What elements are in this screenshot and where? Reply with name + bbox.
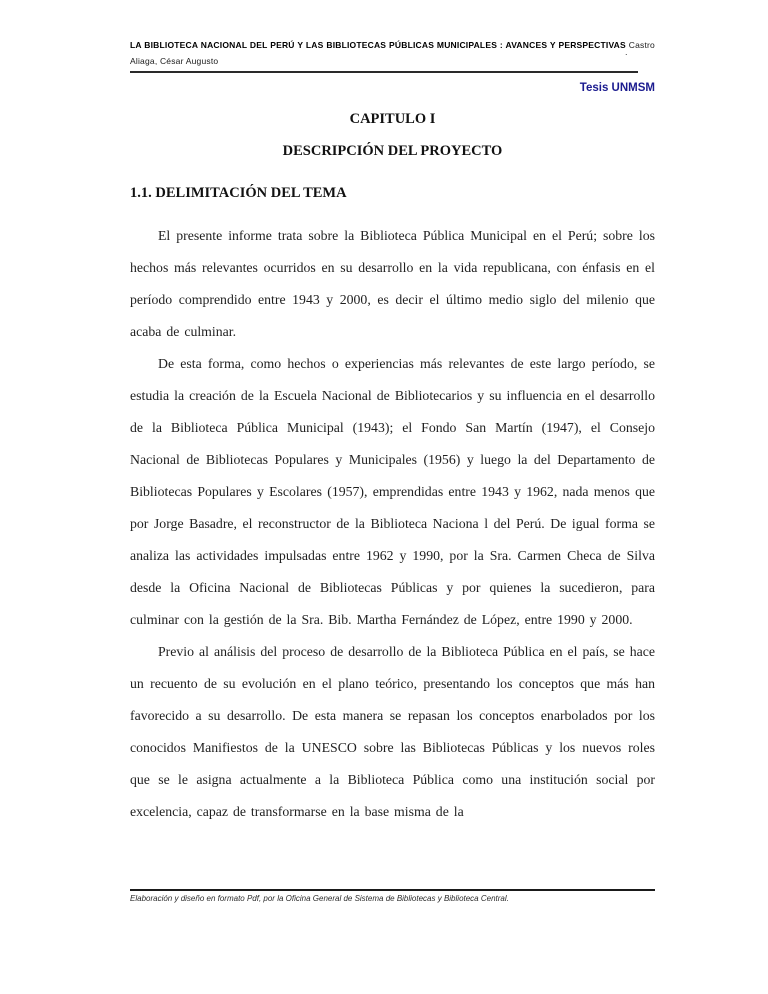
body-text [130, 220, 655, 828]
thesis-author: Castro Aliaga, César Augusto [130, 40, 655, 66]
stray-mark: . [625, 47, 628, 57]
footer-note: Elaboración y diseño en formato Pdf, por la Oficina General de Sistema de Bibliotecas y Biblioteca Central. [130, 894, 509, 903]
tesis-unmsm-label: Tesis UNMSM [579, 82, 655, 94]
body-paragraph-2: De esta forma, como hechos o experiencias más relevantes de este largo período, se estudia la creación de la Escuela Nacional de Bibliotecarios y su influencia en el desarrollo de la Biblioteca Pública Municipal (1943); el Fondo San Martín (1947), el Consejo Nacional de Bibliotecas Populares y Municipales (1956) y luego la del Departamento de Bibliotecas Populares y Escolares (1957), emprendidas entre 1943 y 1962, nada menos que por Jorge Basadre, el reconstructor de la Biblioteca Naciona l del Perú. De igual forma se analiza las actividades impulsadas entre 1962 y 1990, por la Sra. Carmen Checa de Silva desde la Oficina Nacional de Bibliotecas Públicas y por quienes la sucedieron, para culminar con la gestión de la Sra. Bib. Martha Fernández de López, entre 1990 y 2000. [130, 356, 655, 627]
running-head [130, 37, 655, 69]
body-paragraph-3: Previo al análisis del proceso de desarrollo de la Biblioteca Pública en el país, se hace un recuento de su evolución en el plano teórico, presentando los conceptos que más han favorecido a su desarrollo. De esta manera se repasan los conceptos enarbolados por los conocidos Manifiestos de la UNESCO sobre las Bibliotecas Públicas y los nuevos roles que se le asigna actualmente a la Biblioteca Pública como una institución social por excelencia, capaz de transformarse en la base misma de la [130, 644, 655, 819]
header-divider [130, 71, 638, 73]
chapter-subtitle: DESCRIPCIÓN DEL PROYECTO [282, 143, 503, 159]
footer-divider [130, 889, 655, 891]
section-heading: 1.1. DELIMITACIÓN DEL TEMA [130, 185, 347, 201]
chapter-title: CAPITULO I [349, 111, 436, 127]
page-content [130, 0, 655, 994]
body-paragraph-1: El presente informe trata sobre la Biblioteca Pública Municipal en el Perú; sobre los hechos más relevantes ocurridos en su desarrollo en la vida republicana, con énfasis en el período comprendido entre 1943 y 2000, es decir el último medio siglo del milenio que acaba de culminar. [130, 228, 655, 339]
thesis-title: LA BIBLIOTECA NACIONAL DEL PERÚ Y LAS BIBLIOTECAS PÚBLICAS MUNICIPALES : AVANCES Y PERSPECTIVAS [130, 40, 626, 50]
